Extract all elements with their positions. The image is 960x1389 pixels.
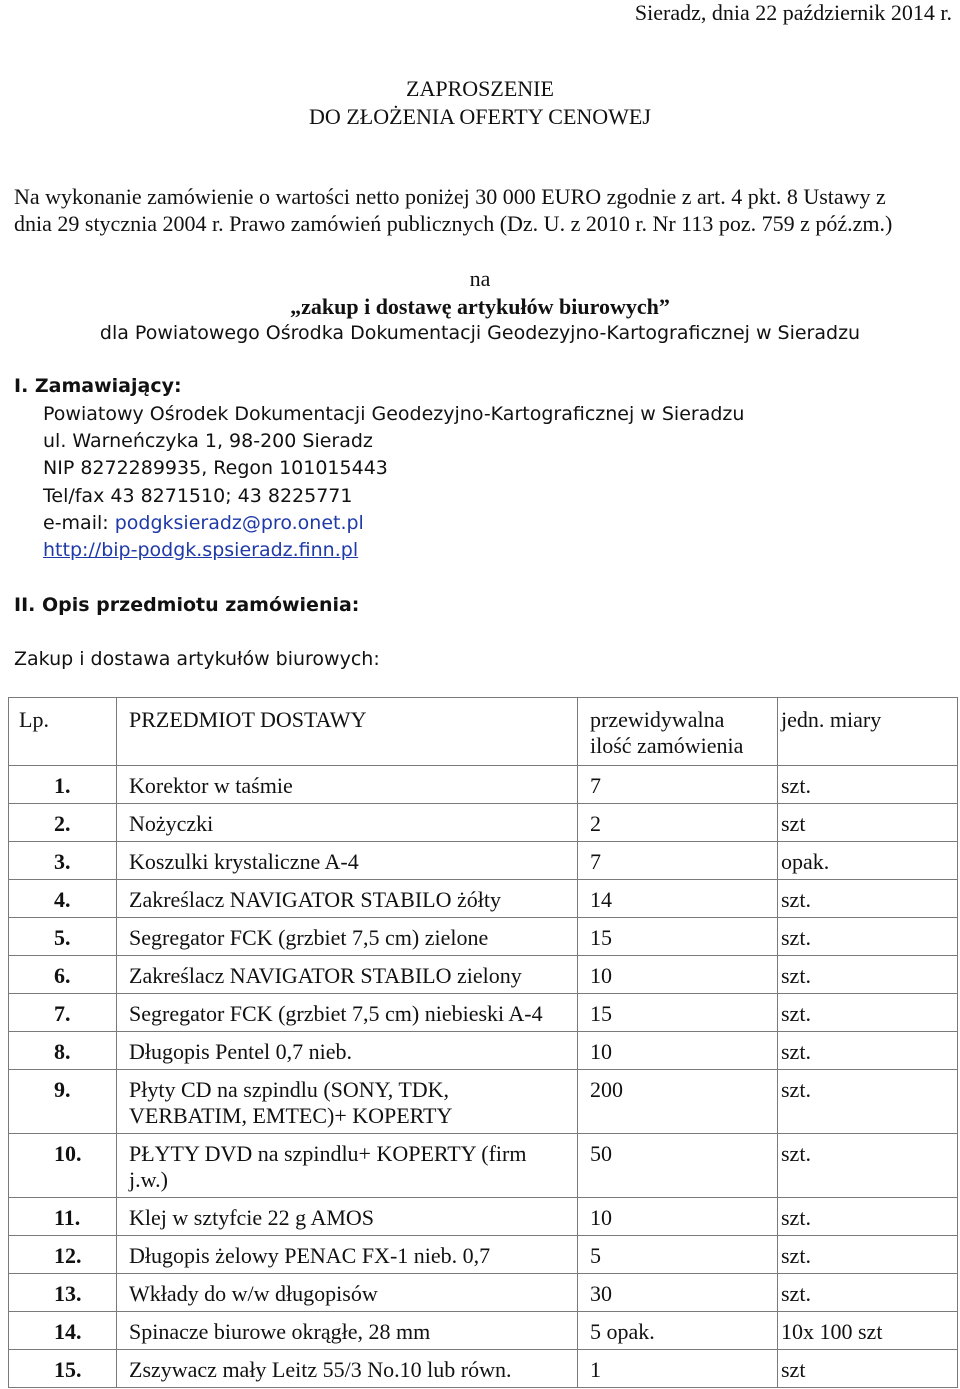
subject-na: na <box>469 266 491 291</box>
row-lp: 4. <box>9 880 117 918</box>
table-row <box>9 1134 958 1198</box>
website-link[interactable]: http://bip-podgk.spsieradz.finn.pl <box>43 539 359 561</box>
row-unit: szt. <box>778 1032 958 1070</box>
row-lp: 11. <box>9 1198 117 1236</box>
row-unit: szt. <box>778 918 958 956</box>
row-unit: szt. <box>778 1274 958 1312</box>
intro-line2: dnia 29 stycznia 2004 r. Prawo zamówień publicznych (Dz. U. z 2010 r. Nr 113 poz. 759 z póź.zm.) <box>14 211 893 236</box>
row-qty: 200 <box>578 1070 778 1134</box>
row-qty: 7 <box>578 842 778 880</box>
table-row <box>9 1236 958 1274</box>
row-unit: szt <box>778 804 958 842</box>
subject-for: dla Powiatowego Ośrodka Dokumentacji Geodezyjno-Kartograficznej w Sieradzu <box>99 322 861 344</box>
row-name: Segregator FCK (grzbiet 7,5 cm) niebieski A-4 <box>117 994 578 1032</box>
row-qty: 10 <box>578 1198 778 1236</box>
row-name: Zakreślacz NAVIGATOR STABILO zielony <box>117 956 578 994</box>
row-unit: szt. <box>778 994 958 1032</box>
section1-email-line <box>43 512 364 534</box>
section1-heading: I. Zamawiający: <box>14 375 182 397</box>
row-name: Korektor w taśmie <box>117 766 578 804</box>
row-unit: szt <box>778 1350 958 1388</box>
row-unit: szt. <box>778 956 958 994</box>
row-lp: 1. <box>9 766 117 804</box>
intro-line1: Na wykonanie zamówienie o wartości netto poniżej 30 000 EURO zgodnie z art. 4 pkt. 8 Ustawy z <box>14 184 886 209</box>
row-qty: 5 opak. <box>578 1312 778 1350</box>
row-unit: szt. <box>778 880 958 918</box>
row-unit: szt. <box>778 1070 958 1134</box>
row-lp: 10. <box>9 1134 117 1198</box>
section1-nip: NIP 8272289935, Regon 101015443 <box>43 457 388 479</box>
table-row <box>9 1198 958 1236</box>
section2-heading: II. Opis przedmiotu zamówienia: <box>14 594 360 616</box>
table-row <box>9 1350 958 1388</box>
row-lp: 8. <box>9 1032 117 1070</box>
items-table <box>8 697 958 1388</box>
row-name: Zszywacz mały Leitz 55/3 No.10 lub równ. <box>117 1350 578 1388</box>
row-qty: 14 <box>578 880 778 918</box>
table-row <box>9 1312 958 1350</box>
row-name: Nożyczki <box>117 804 578 842</box>
section1-tel: Tel/fax 43 8271510; 43 8225771 <box>43 485 353 507</box>
row-unit: szt. <box>778 1198 958 1236</box>
row-qty: 2 <box>578 804 778 842</box>
header-unit: jedn. miary <box>778 698 958 766</box>
row-qty: 50 <box>578 1134 778 1198</box>
table-row <box>9 918 958 956</box>
row-name: Zakreślacz NAVIGATOR STABILO żółty <box>117 880 578 918</box>
table-row <box>9 766 958 804</box>
row-qty: 5 <box>578 1236 778 1274</box>
row-name: Segregator FCK (grzbiet 7,5 cm) zielone <box>117 918 578 956</box>
row-qty: 1 <box>578 1350 778 1388</box>
header-lp: Lp. <box>9 698 117 766</box>
row-unit: szt. <box>778 766 958 804</box>
email-link[interactable]: podgksieradz@pro.onet.pl <box>114 512 364 534</box>
row-lp: 13. <box>9 1274 117 1312</box>
row-lp: 3. <box>9 842 117 880</box>
row-qty: 7 <box>578 766 778 804</box>
title-line1: ZAPROSZENIE <box>406 76 554 101</box>
place-date: Sieradz, dnia 22 październik 2014 r. <box>634 0 952 25</box>
row-unit: szt. <box>778 1134 958 1198</box>
row-name: Spinacze biurowe okrągłe, 28 mm <box>117 1312 578 1350</box>
row-qty: 10 <box>578 956 778 994</box>
table-row <box>9 1070 958 1134</box>
table-row <box>9 1032 958 1070</box>
email-label: e-mail: <box>43 512 115 534</box>
section1-name: Powiatowy Ośrodek Dokumentacji Geodezyjno-Kartograficznej w Sieradzu <box>43 403 745 425</box>
title-line2: DO ZŁOŻENIA OFERTY CENOWEJ <box>309 104 651 129</box>
row-qty: 15 <box>578 994 778 1032</box>
section1-address: ul. Warneńczyka 1, 98-200 Sieradz <box>43 430 373 452</box>
table-header-row <box>9 698 958 766</box>
row-qty: 10 <box>578 1032 778 1070</box>
row-lp: 9. <box>9 1070 117 1134</box>
header-item: PRZEDMIOT DOSTAWY <box>117 698 578 766</box>
row-lp: 15. <box>9 1350 117 1388</box>
table-row <box>9 880 958 918</box>
row-lp: 6. <box>9 956 117 994</box>
row-unit: szt. <box>778 1236 958 1274</box>
section2-intro: Zakup i dostawa artykułów biurowych: <box>14 648 380 670</box>
row-name: Długopis Pentel 0,7 nieb. <box>117 1032 578 1070</box>
table-row <box>9 1274 958 1312</box>
row-name: PŁYTY DVD na szpindlu+ KOPERTY (firm j.w.) <box>117 1134 578 1198</box>
row-lp: 7. <box>9 994 117 1032</box>
table-row <box>9 956 958 994</box>
table-row <box>9 842 958 880</box>
row-qty: 30 <box>578 1274 778 1312</box>
row-lp: 14. <box>9 1312 117 1350</box>
row-name: Wkłady do w/w długopisów <box>117 1274 578 1312</box>
header-qty: przewidywalna ilość zamówienia <box>578 698 778 766</box>
table-row <box>9 804 958 842</box>
row-qty: 15 <box>578 918 778 956</box>
subject-title: „zakup i dostawę artykułów biurowych” <box>290 294 670 319</box>
row-unit: opak. <box>778 842 958 880</box>
row-name: Płyty CD na szpindlu (SONY, TDK, VERBATIM, EMTEC)+ KOPERTY <box>117 1070 578 1134</box>
row-lp: 2. <box>9 804 117 842</box>
row-lp: 12. <box>9 1236 117 1274</box>
row-name: Koszulki krystaliczne A-4 <box>117 842 578 880</box>
row-lp: 5. <box>9 918 117 956</box>
table-row <box>9 994 958 1032</box>
row-name: Długopis żelowy PENAC FX-1 nieb. 0,7 <box>117 1236 578 1274</box>
row-unit: 10x 100 szt <box>778 1312 958 1350</box>
row-name: Klej w sztyfcie 22 g AMOS <box>117 1198 578 1236</box>
